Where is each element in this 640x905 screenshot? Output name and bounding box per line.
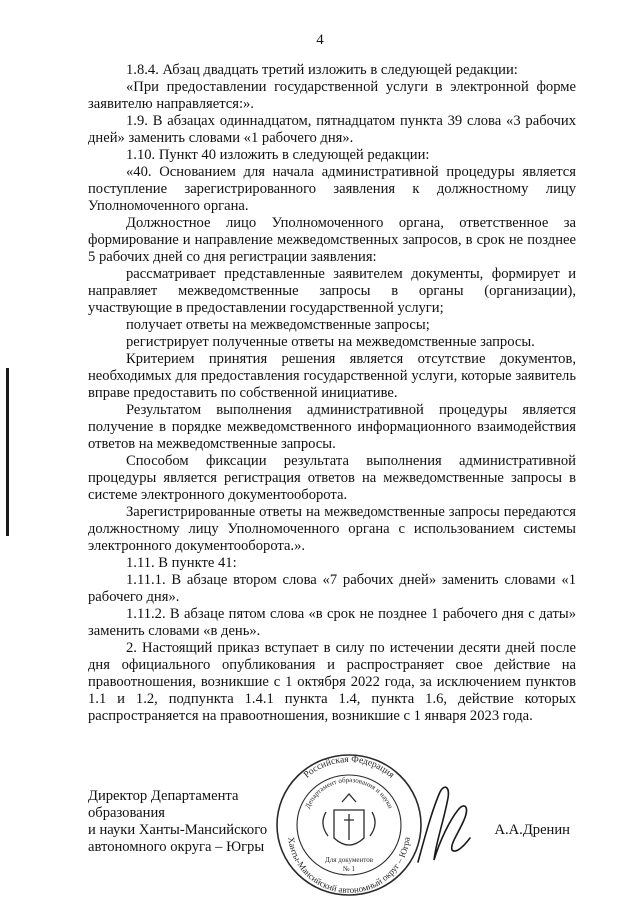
seal-outer-top-text: Российская Федерация bbox=[302, 754, 396, 781]
paragraph-1-11-1: 1.11.1. В абзаце втором слова «7 рабочих дней» заменить словами «1 рабочего дня». bbox=[88, 572, 576, 605]
paragraph-2: 2. Настоящий приказ вступает в силу по истечении десяти дней после дня официального опубликования и распространяет свое действие на правоотношения, возникшие с 1 октября 2022 года, за исключением пунктов 1.1 и 1.2, подпункта 1.4.1 пункта 1.4, пункта 1.6, действие которых распространяется на правоотношения, возникшие с 1 января 2023 года. bbox=[88, 640, 576, 724]
paragraph-fixation: Способом фиксации результата выполнения административной процедуры является регистрация ответов на межведомственные запросы в системе электронного документооборота. bbox=[88, 453, 576, 503]
paragraph-reviews: рассматривает представленные заявителем документы, формирует и направляет межведомственные запросы в органы (организации), участвующие в предоставлении государственной услуги; bbox=[88, 266, 576, 316]
signatory-name: А.А.Дренин bbox=[494, 822, 570, 838]
paragraph-result: Результатом выполнения административной процедуры является получение в порядке межведомственного информационного взаимодействия ответов на межведомственные запросы. bbox=[88, 402, 576, 452]
paragraph-1-11: 1.11. В пункте 41: bbox=[126, 555, 237, 571]
signatory-line-2: и науки Ханты-Мансийского bbox=[88, 822, 268, 838]
paragraph-quote-electronic: «При предоставлении государственной услуги в электронной форме заявителю направляется:». bbox=[88, 79, 576, 112]
svg-text:Российская Федерация bbox=[302, 755, 396, 781]
coat-of-arms-icon bbox=[323, 794, 375, 845]
paragraph-1-10: 1.10. Пункт 40 изложить в следующей редакции: bbox=[126, 147, 430, 163]
seal-inner-top-text: Департамент образования и науки bbox=[303, 775, 395, 810]
scan-margin-mark bbox=[6, 368, 9, 536]
signatory-line-3: автономного округа – Югры bbox=[88, 839, 265, 855]
paragraph-registered-answers: Зарегистрированные ответы на межведомственные запросы передаются должностному лицу Уполномоченного органа с использованием системы электронного документооборота.». bbox=[88, 504, 576, 554]
svg-text:Департамент образования и наук bbox=[304, 776, 395, 810]
seal-number-text: № 1 bbox=[343, 865, 355, 873]
handwritten-signature bbox=[410, 780, 480, 875]
seal-center-text: Для документов bbox=[324, 856, 374, 864]
paragraph-1-11-2: 1.11.2. В абзаце пятом слова «в срок не позднее 1 рабочего дня с даты» заменить словами «в день». bbox=[88, 606, 576, 639]
paragraph-receives: получает ответы на межведомственные запросы; bbox=[126, 317, 430, 333]
paragraph-criterion: Критерием принятия решения является отсутствие документов, необходимых для предоставления государственной услуги, которые заявитель вправе предоставить по собственной инициативе. bbox=[88, 351, 576, 401]
signatory-line-1: Директор Департамента образования bbox=[88, 788, 239, 821]
page-number: 4 bbox=[316, 32, 324, 48]
paragraph-registers: регистрирует полученные ответы на межведомственные запросы. bbox=[126, 334, 535, 350]
paragraph-40: «40. Основанием для начала административной процедуры является поступление зарегистрированного заявления к должностному лицу Уполномоченного органа. bbox=[88, 164, 576, 214]
paragraph-1-8-4: 1.8.4. Абзац двадцать третий изложить в следующей редакции: bbox=[126, 62, 518, 78]
paragraph-official: Должностное лицо Уполномоченного органа, ответственное за формирование и направление межведомственных запросов, в срок не позднее 5 рабочих дней со дня регистрации заявления: bbox=[88, 215, 576, 265]
paragraph-1-9: 1.9. В абзацах одиннадцатом, пятнадцатом пункта 39 слова «3 рабочих дней» заменить словами «1 рабочего дня». bbox=[88, 113, 576, 146]
seal-outer-bottom-text: Ханты-Мансийский автономный округ – Югра bbox=[286, 836, 412, 896]
signatory-position bbox=[88, 788, 308, 856]
document-body bbox=[88, 62, 576, 725]
